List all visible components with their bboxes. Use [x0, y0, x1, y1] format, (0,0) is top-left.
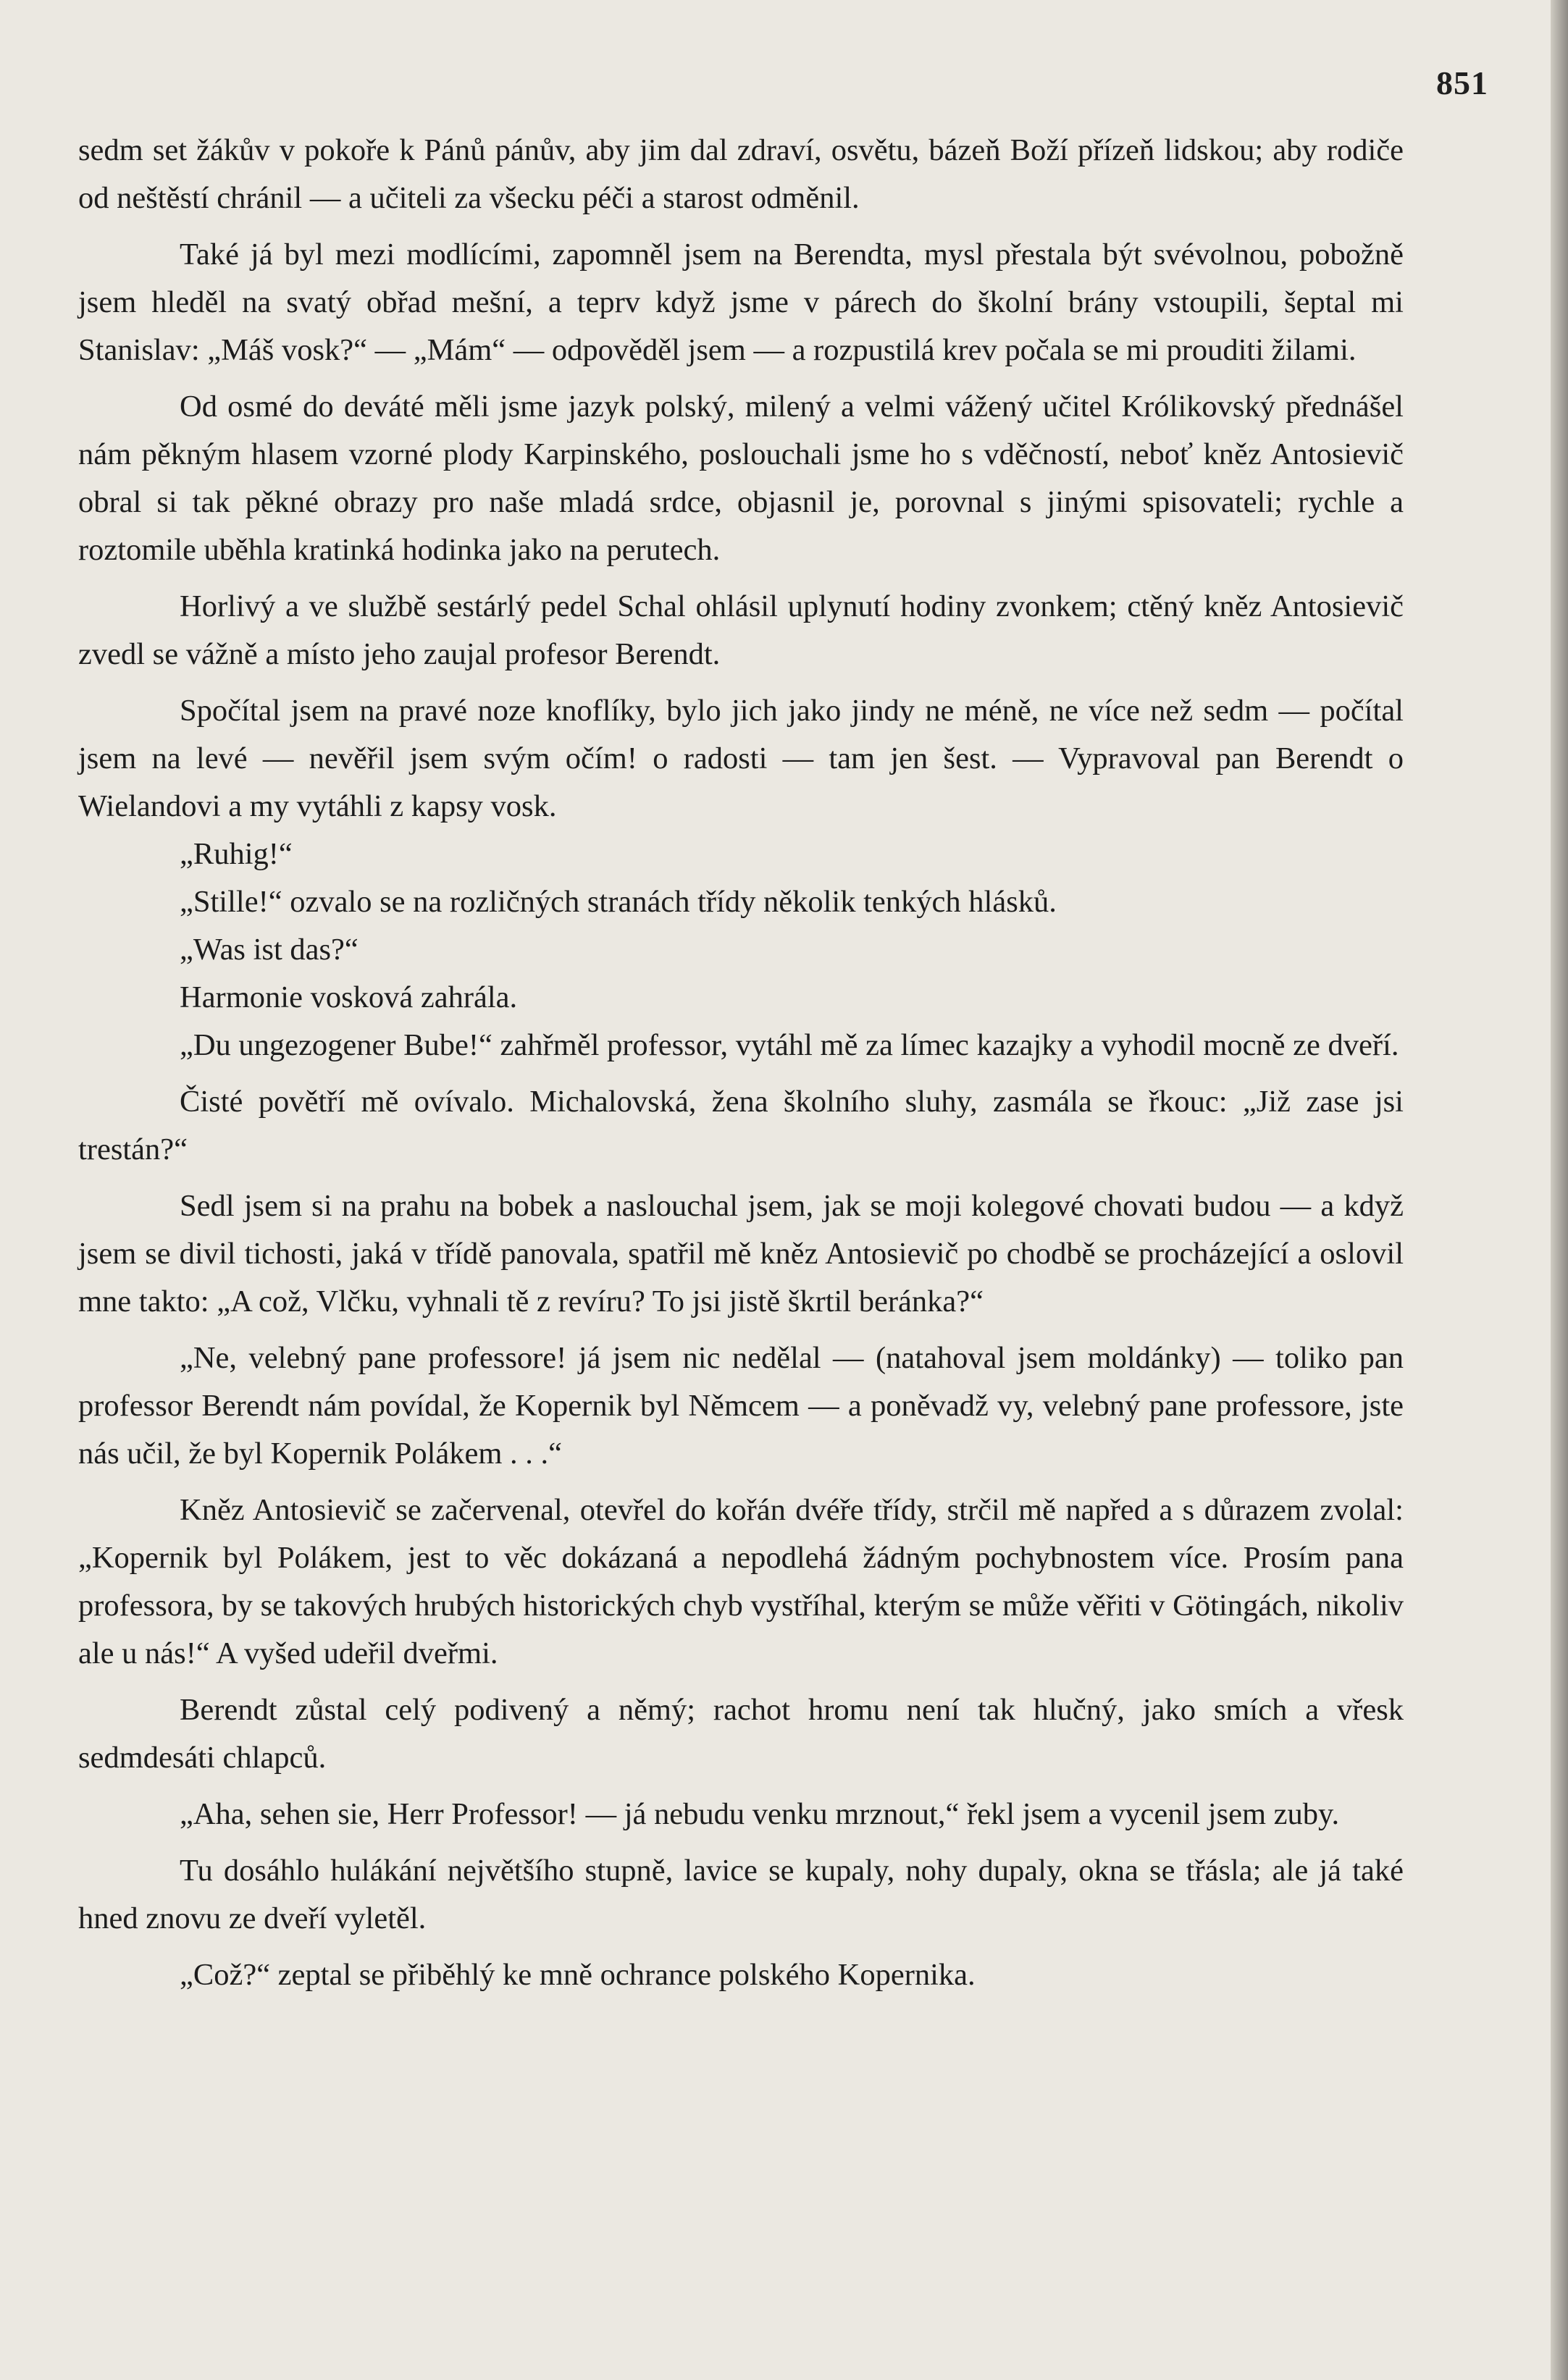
page-number: 851 [1436, 64, 1488, 101]
paragraph: „Du ungezogener Bube!“ zahřměl professor, vytáhl mě za límec kazajky a vyhodil mocně ze dveří. [180, 1028, 1399, 1062]
paragraph: Horlivý a ve službě sestárlý pedel Schal ohlásil uplynutí hodiny zvonkem; ctěný kněz Antosievič zvedl se vážně a místo jeho zaujal profesor Berendt. [78, 589, 1404, 671]
page-spine-shadow [1551, 0, 1568, 2380]
paragraph: „Stille!“ ozvalo se na rozličných stranách třídy několik tenkých hlásků. [180, 885, 1057, 919]
paragraph: Od osmé do deváté měli jsme jazyk polský, milený a velmi vážený učitel Królikovský přednášel nám pěkným hlasem vzorné plody Karpinského, poslouchali jsme ho s vděčností, neboť kněz Antosievič obral si tak pěkné obrazy pro naše mladá srdce, objasnil je, porovnal s jinými spisovateli; rychle a roztomile uběhla kratinká hodinka jako na perutech. [78, 390, 1404, 567]
paragraph: Kněz Antosievič se začervenal, otevřel do kořán dvéře třídy, strčil mě napřed a s důrazem zvolal: „Kopernik byl Polákem, jest to věc dokázaná a nepodlehá žádným pochybnostem více. Prosím pana professora, by se takových hrubých historických chyb vystříhal, kterým se může věřiti v Götingách, nikoliv ale u nás!“ A vyšed udeřil dveřmi. [78, 1493, 1404, 1670]
paragraph: Sedl jsem si na prahu na bobek a naslouchal jsem, jak se moji kolegové chovati budou — a když jsem se divil tichosti, jaká v třídě panovala, spatřil mě kněz Antosievič po chodbě se procházející a oslovil mne takto: „A což, Vlčku, vyhnali tě z revíru? To jsi jistě škrtil beránka?“ [78, 1189, 1404, 1319]
paragraph: Čisté povětří mě ovívalo. Michalovská, žena školního sluhy, zasmála se řkouc: „Již zase jsi trestán?“ [78, 1085, 1404, 1166]
paragraph: „Což?“ zeptal se přiběhlý ke mně ochrance polského Kopernika. [180, 1958, 976, 1992]
paragraph: sedm set žákův v pokoře k Pánů pánův, aby jim dal zdraví, osvětu, bázeň Boží přízeň lidskou; aby rodiče od neštěstí chránil — a učiteli za všecku péči a starost odměnil. [78, 133, 1404, 215]
paragraph: „Ne, velebný pane professore! já jsem nic nedělal — (natahoval jsem moldánky) — toliko pan professor Berendt nám povídal, že Kopernik byl Němcem — a poněvadž vy, velebný pane professore, jste nás učil, že byl Kopernik Polákem . . .“ [78, 1341, 1404, 1471]
paragraph: „Ruhig!“ [180, 837, 293, 871]
paragraph: Spočítal jsem na pravé noze knoflíky, bylo jich jako jindy ne méně, ne více než sedm — počítal jsem na levé — nevěřil jsem svým očím! o radosti — tam jen šest. — Vypravoval pan Berendt o Wielandovi a my vytáhli z kapsy vosk. [78, 694, 1404, 823]
paragraph: Harmonie vosková zahrála. [180, 980, 518, 1014]
paragraph: „Aha, sehen sie, Herr Professor! — já nebudu venku mrznout,“ řekl jsem a vycenil jsem zuby. [180, 1797, 1340, 1831]
text-body [78, 127, 1404, 1999]
paragraph: Berendt zůstal celý podivený a němý; rachot hromu není tak hlučný, jako smích a vřesk sedmdesáti chlapců. [78, 1693, 1404, 1775]
paragraph: „Was ist das?“ [180, 933, 359, 967]
paragraph: Tu dosáhlo hulákání největšího stupně, lavice se kupaly, nohy dupaly, okna se třásla; ale já také hned znovu ze dveří vyletěl. [78, 1854, 1404, 1935]
paragraph: Také já byl mezi modlícími, zapomněl jsem na Berendta, mysl přestala být svévolnou, pobožně jsem hleděl na svatý obřad mešní, a teprv když jsme v párech do školní brány vstoupili, šeptal mi Stanislav: „Máš vosk?“ — „Mám“ — odpověděl jsem — a rozpustilá krev počala se mi prouditi žilami. [78, 237, 1404, 367]
